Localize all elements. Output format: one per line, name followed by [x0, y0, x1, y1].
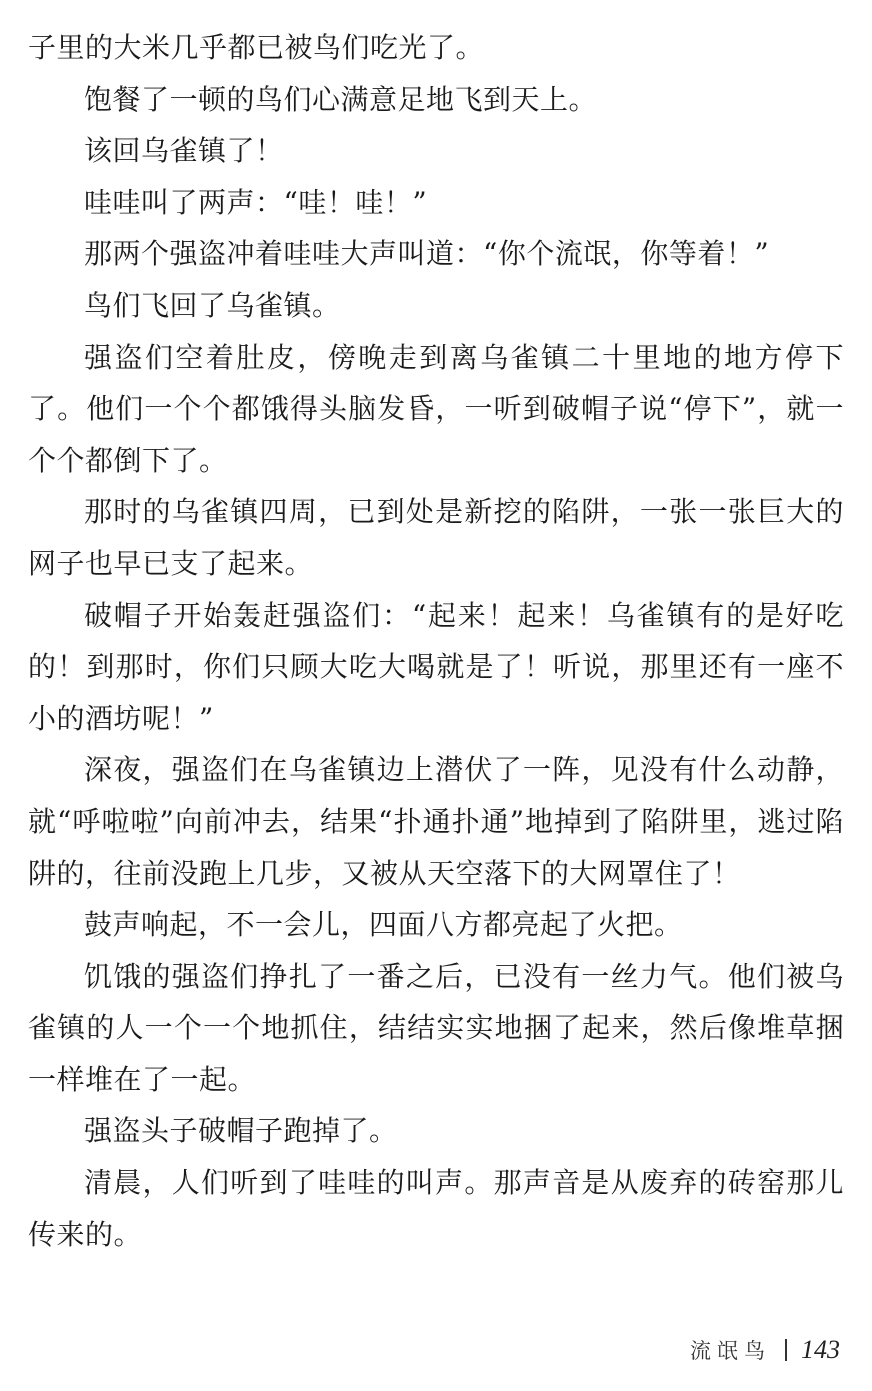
page-footer [690, 1330, 840, 1370]
footer-divider [785, 1339, 787, 1361]
paragraph: 那时的乌雀镇四周，已到处是新挖的陷阱，一张一张巨大的网子也早已支了起来。 [28, 495, 844, 580]
paragraph: 那两个强盗冲着哇哇大声叫道：“你个流氓，你等着！” [84, 237, 770, 271]
paragraph: 哇哇叫了两声：“哇！哇！” [84, 185, 428, 219]
paragraph: 清晨，人们听到了哇哇的叫声。那声音是从废弃的砖窑那儿传来的。 [28, 1166, 844, 1251]
paragraph: 破帽子开始轰赶强盗们：“起来！起来！乌雀镇有的是好吃的！到那时，你们只顾大吃大喝就是了！听说，那里还有一座不小的酒坊呢！” [28, 598, 844, 735]
paragraph: 鼓声响起，不一会儿，四面八方都亮起了火把。 [84, 908, 683, 942]
paragraph: 深夜，强盗们在乌雀镇边上潜伏了一阵，见没有什么动静，就“呼啦啦”向前冲去，结果“扑通扑通”地掉到了陷阱里，逃过陷阱的，往前没跑上几步，又被从天空落下的大网罩住了！ [28, 753, 844, 890]
paragraph: 鸟们飞回了乌雀镇。 [84, 288, 341, 322]
paragraph: 饥饿的强盗们挣扎了一番之后，已没有一丝力气。他们被乌雀镇的人一个一个地抓住，结结实实地捆了起来，然后像堆草捆一样堆在了一起。 [28, 959, 844, 1096]
page-number: 143 [801, 1335, 840, 1364]
paragraph: 饱餐了一顿的鸟们心满意足地飞到天上。 [84, 82, 598, 116]
paragraph: 强盗们空着肚皮，傍晚走到离乌雀镇二十里地的地方停下了。他们一个个都饿得头脑发昏，一听到破帽子说“停下”，就一个个都倒下了。 [28, 340, 844, 477]
paragraph-continued: 子里的大米几乎都已被鸟们吃光了。 [28, 31, 485, 64]
page-body [28, 22, 844, 1260]
paragraph: 该回乌雀镇了！ [84, 134, 284, 168]
paragraph: 强盗头子破帽子跑掉了。 [84, 1114, 398, 1148]
running-head: 流氓鸟 [690, 1339, 771, 1363]
